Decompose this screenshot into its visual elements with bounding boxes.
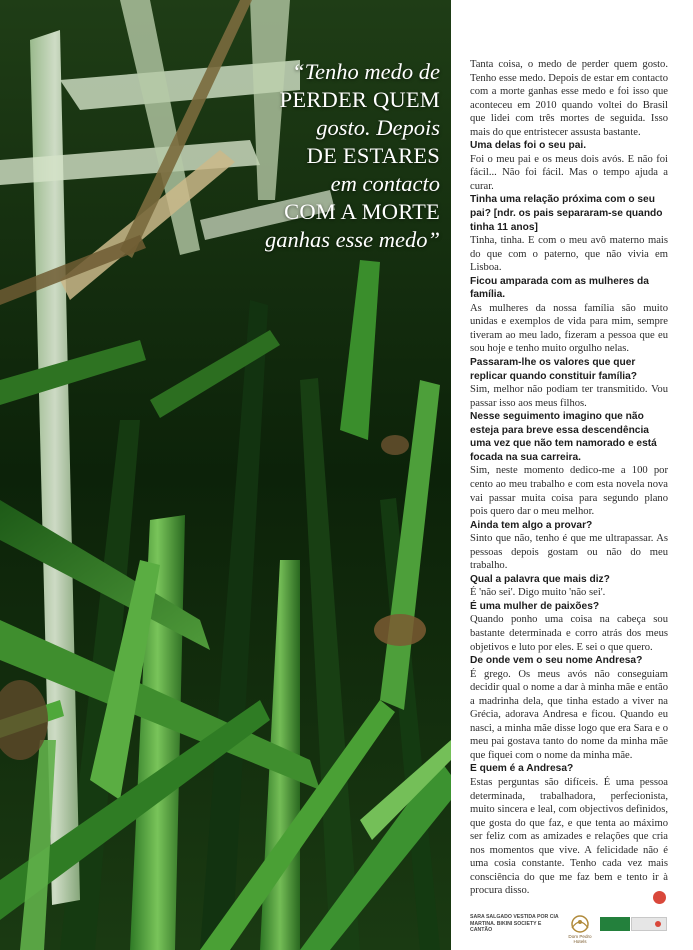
answer-paragraph: Tinha, tinha. E com o meu avô materno mais do que com o paterno, que não vivia em Lisboa. <box>470 235 668 274</box>
credit-line: MARTINA. BIKINI SOCIETY E CANTÃO <box>470 920 542 933</box>
sponsor-logo <box>631 917 667 931</box>
question: E quem é a Andresa? <box>470 763 574 775</box>
quote-line: gosto. Depois <box>316 115 440 140</box>
hotel-name: Dom Pedro <box>568 934 592 939</box>
quote-line: em contacto <box>330 171 440 196</box>
hotel-logo-text <box>562 934 598 944</box>
answer-paragraph: Quando ponho uma coisa na cabeça sou bastante determinada e corro atrás dos meus objetivos e luto por eles. E sei o que quero. <box>470 614 668 653</box>
answer-paragraph: Sinto que não, tenho é que me ultrapassar. As pessoas depois gostam ou não do meu trabalho. <box>470 533 668 572</box>
quote-line: “Tenho medo de <box>292 59 440 84</box>
answer-paragraph: Sim, melhor não podiam ter transmitido. Vou passar isso aos meus filhos. <box>470 384 668 409</box>
answer-paragraph: É grego. Os meus avós não conseguiam decidir qual o nome a dar à minha mãe e então a madrinha dela, que tinha estado a viver na Grécia, adorava Andresa e ficou. Quando eu nasci, a minha mãe disse logo que era Sara e o meu pai gostava tanto do nome da minha mãe que fiquei com o nome da minha mãe. <box>470 668 668 761</box>
answer-paragraph: As mulheres da nossa família são muito unidas e exemplos de vida para mim, sempre tiveram ao meu lado, fizeram a pessoa que eu sou hoje e tenho muito orgulho nelas. <box>470 302 668 355</box>
question: Ainda tem algo a provar? <box>470 519 593 531</box>
pull-quote <box>238 58 440 254</box>
quote-line: ganhas esse medo” <box>265 227 440 252</box>
quote-line: DE ESTARES <box>306 143 440 168</box>
question: Nesse seguimento imagino que não esteja para breve essa descendência uma vez que não tem namorado e está focada na sua carreira. <box>470 411 657 463</box>
photo-credit <box>470 914 562 934</box>
quote-line: PERDER QUEM <box>279 87 440 112</box>
end-mark-icon <box>653 891 666 904</box>
question: Uma delas foi o seu pai. <box>470 140 587 152</box>
quote-line: COM A MORTE <box>284 199 440 224</box>
footer-credits <box>470 912 670 942</box>
hotel-subname: Hotels <box>573 939 587 944</box>
question: Passaram-lhe os valores que quer replicar quando constituir família? <box>470 357 637 382</box>
answer-paragraph: Foi o meu pai e os meus dois avós. E não foi fácil... Não foi fácil. Mas o tempo ajuda a curar. <box>470 153 668 192</box>
credit-line: SARA SALGADO VESTIDA POR CIA <box>470 914 559 920</box>
question: É uma mulher de paixões? <box>470 600 600 612</box>
question: Qual a palavra que mais diz? <box>470 573 610 585</box>
question: Tinha uma relação próxima com o seu pai? [ndr. os pais separaram-se quando tinha 11 anos] <box>470 194 663 233</box>
question: Ficou amparada com as mulheres da família. <box>470 275 649 301</box>
sponsor-logo <box>600 917 630 931</box>
question: De onde vem o seu nome Andresa? <box>470 655 643 667</box>
answer-paragraph: Estas perguntas são difíceis. É uma pessoa determinada, trabalhadora, perfecionista, muito sincera e leal, com objectivos definidos, que gosta do que faz, e que tenta ao máximo ser feliz com as amizades e relações que cria nos momentos que vive. A felicidade não é uma cosia constante. Tenho cada vez mais consciência do que me faz bem e tento ir à procura disso. <box>470 776 668 897</box>
interview-column <box>470 58 668 898</box>
answer-paragraph: Tanta coisa, o medo de perder quem gosto. Tenho esse medo. Depois de estar em contacto com a morte ganhas esse medo e foi isso que aconteceu em 2010 quando voltei do Brasil que lidei com três mortes de seguida. Isso mais do que entristecer assusta bastante. <box>470 59 668 138</box>
sponsor-logo-dot-icon <box>655 921 661 927</box>
answer-paragraph: É 'não sei'. Digo muito 'não sei'. <box>470 587 606 599</box>
answer-paragraph: Sim, neste momento dedico-me a 100 por cento ao meu trabalho e com esta novela nova vai passar muita coisa para segundo plano pois quero dar o meu melhor. <box>470 465 668 518</box>
